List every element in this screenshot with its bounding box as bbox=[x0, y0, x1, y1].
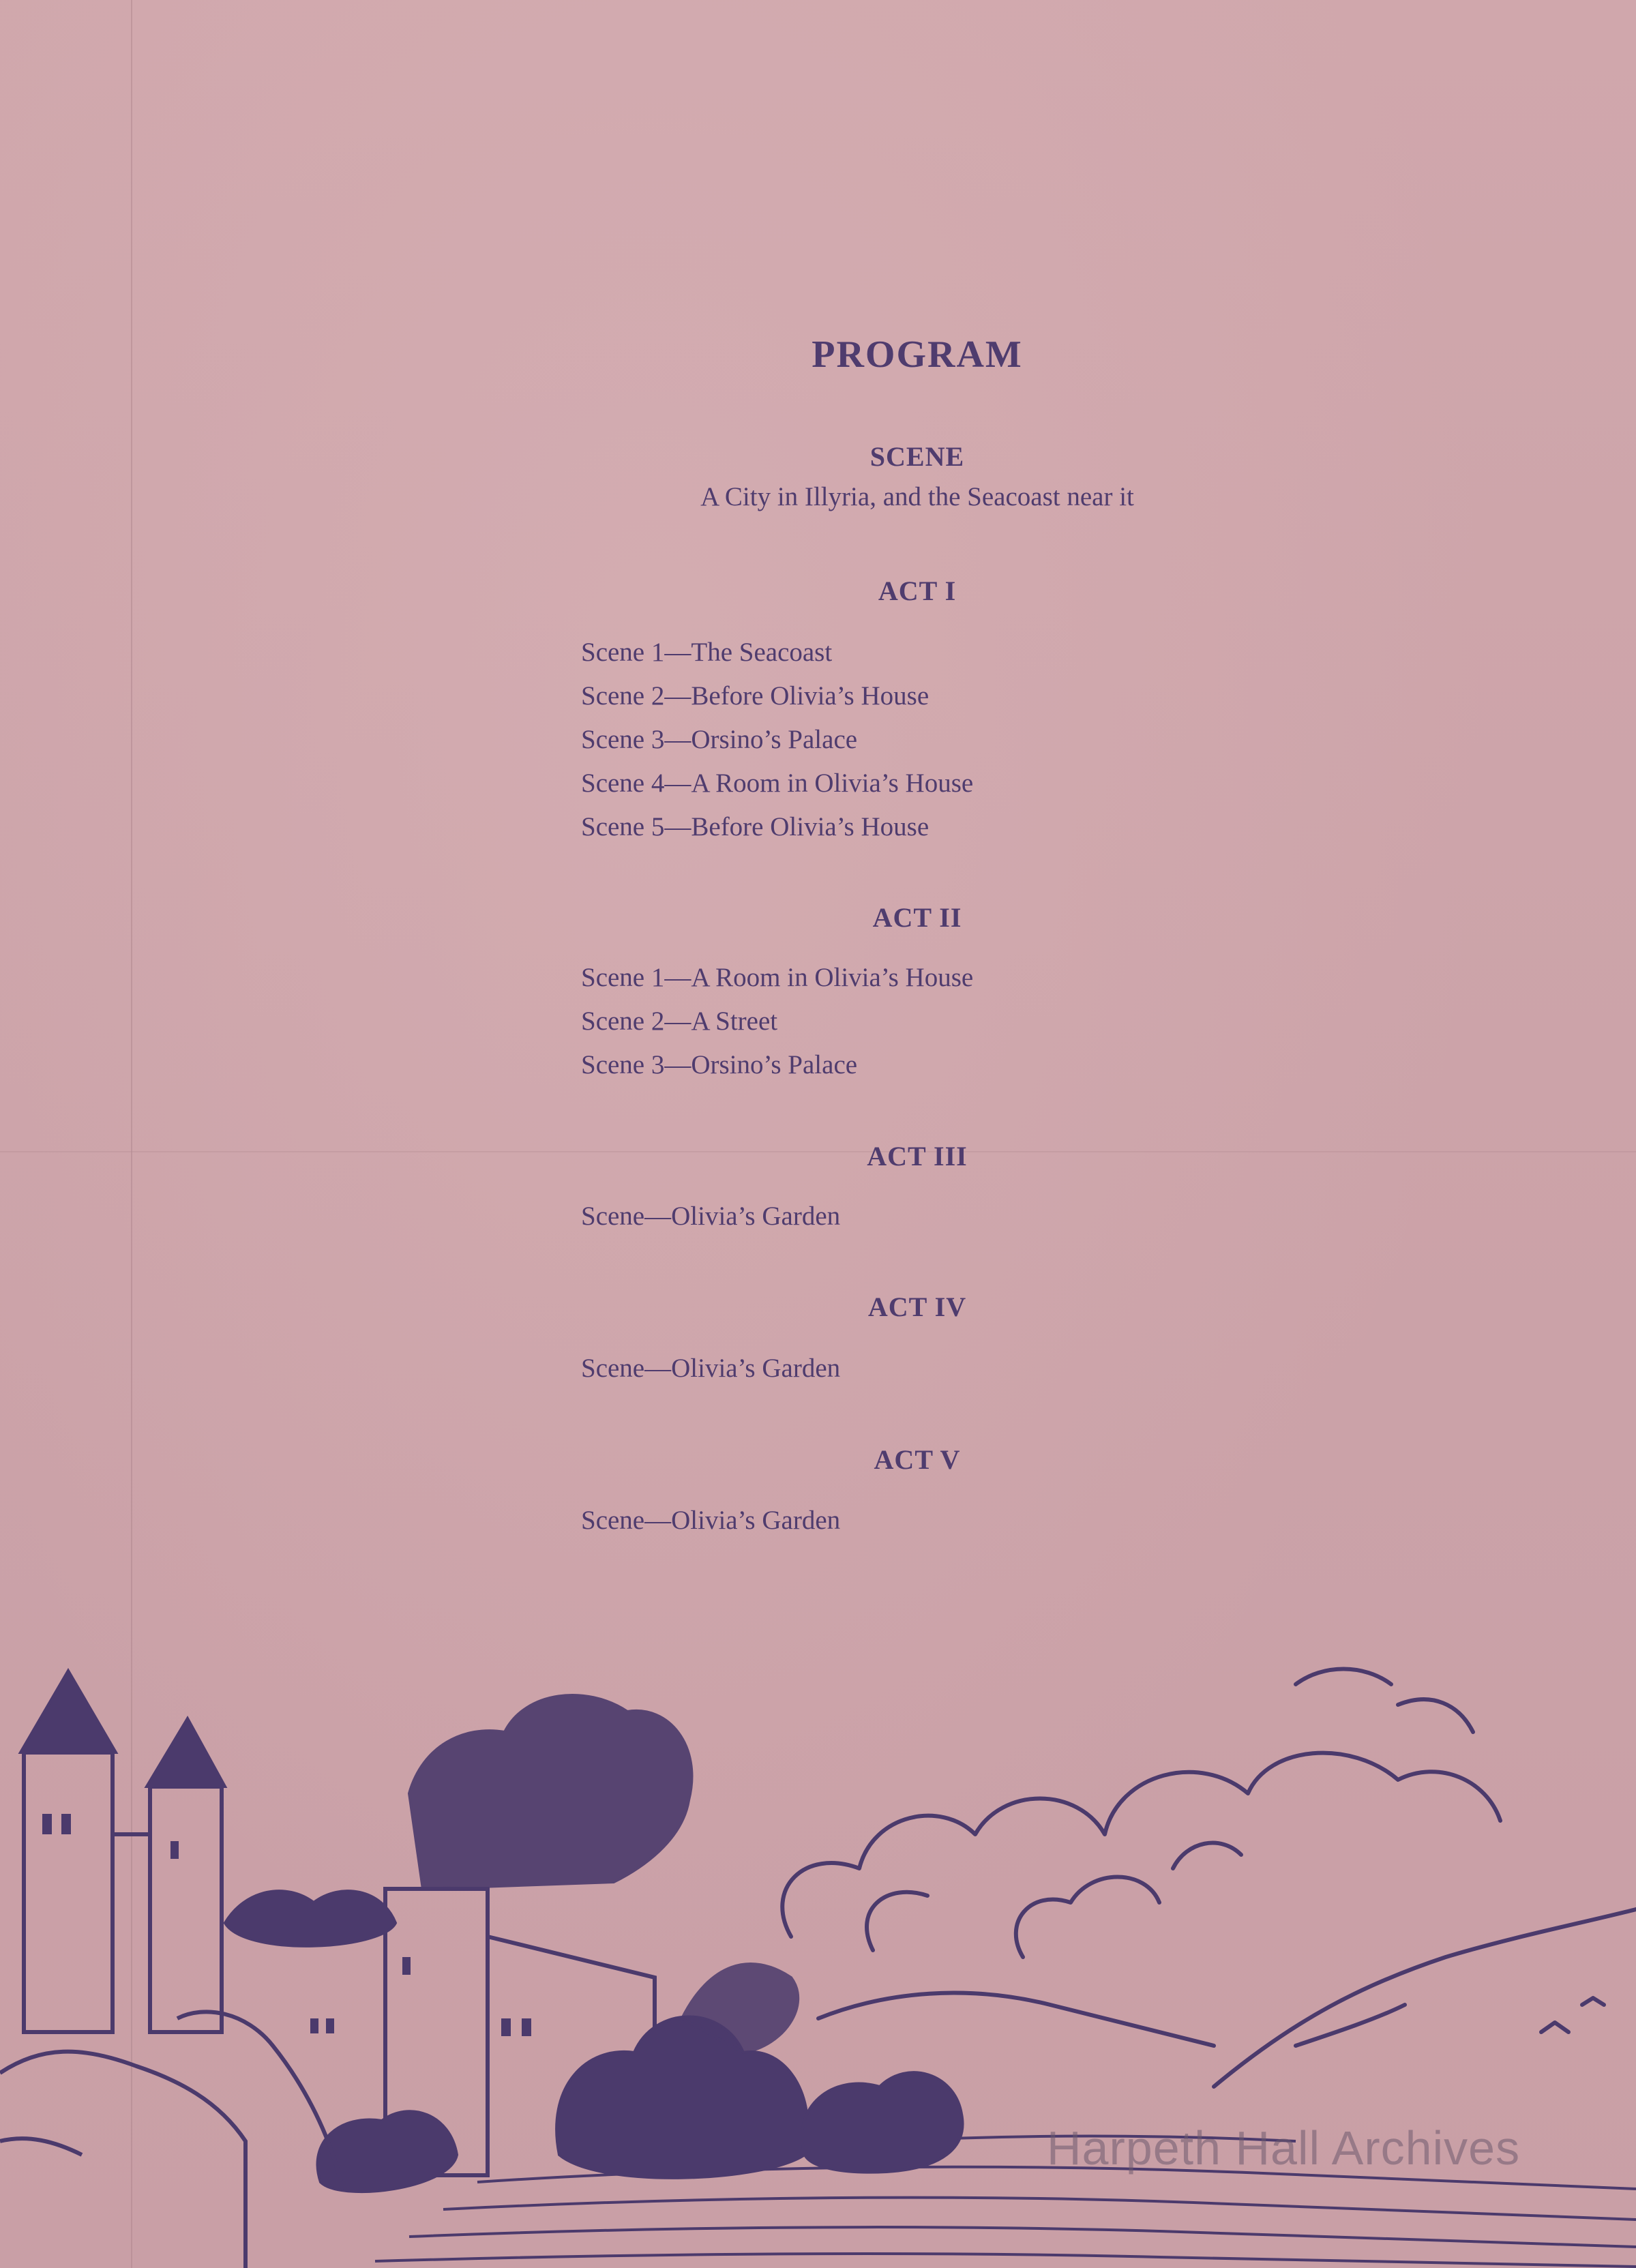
act-2-heading: ACT II bbox=[872, 902, 962, 933]
act-1-scene-4: Scene 4—A Room in Olivia’s House bbox=[581, 769, 974, 798]
act-5-heading: ACT V bbox=[874, 1444, 961, 1475]
act-1-scene-5: Scene 5—Before Olivia’s House bbox=[581, 812, 929, 841]
act-1-scene-1: Scene 1—The Seacoast bbox=[581, 638, 833, 667]
act-2-scene-2: Scene 2—A Street bbox=[581, 1006, 778, 1036]
program-title: PROGRAM bbox=[812, 333, 1023, 376]
setting-description: A City in Illyria, and the Seacoast near it bbox=[700, 482, 1134, 511]
scene-heading: SCENE bbox=[869, 441, 965, 472]
act-2-scene-1: Scene 1—A Room in Olivia’s House bbox=[581, 963, 974, 992]
castle-landscape-illustration bbox=[0, 1664, 1636, 2268]
act-2-scene-3: Scene 3—Orsino’s Palace bbox=[581, 1050, 858, 1079]
act-1-scene-2: Scene 2—Before Olivia’s House bbox=[581, 681, 929, 711]
act-3-heading: ACT III bbox=[867, 1141, 968, 1172]
act-4-heading: ACT IV bbox=[867, 1292, 967, 1322]
act-1-scene-3: Scene 3—Orsino’s Palace bbox=[581, 725, 858, 754]
archives-watermark: Harpeth Hall Archives bbox=[1047, 2121, 1521, 2175]
act-4-scene: Scene—Olivia’s Garden bbox=[581, 1354, 841, 1383]
act-5-scene: Scene—Olivia’s Garden bbox=[581, 1506, 841, 1535]
act-1-heading: ACT I bbox=[878, 576, 957, 606]
act-3-scene: Scene—Olivia’s Garden bbox=[581, 1202, 841, 1231]
